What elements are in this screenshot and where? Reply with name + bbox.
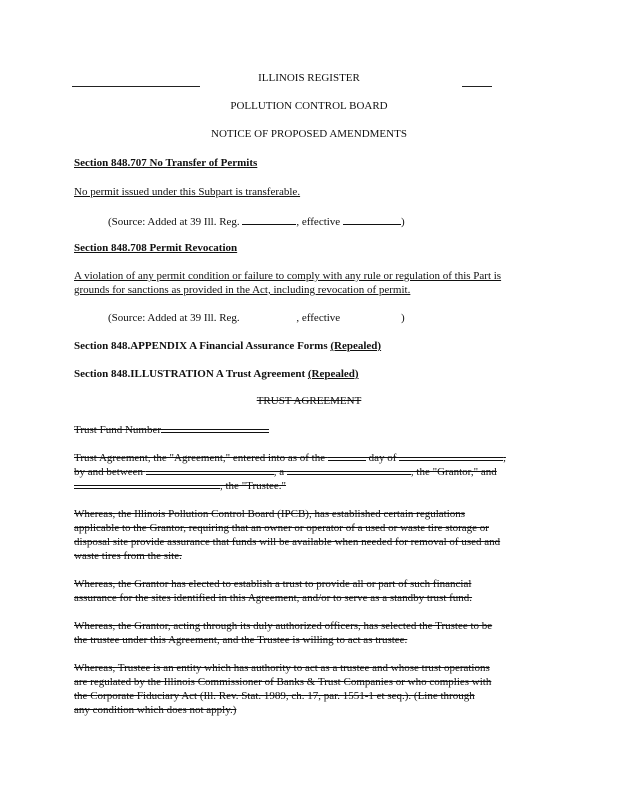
section-708-body-line: A violation of any permit condition or failure to comply with any rule or regulation of this Part is (74, 270, 502, 282)
board-title: POLLUTION CONTROL BOARD (230, 100, 388, 112)
whereas-line: waste tires from the site. (74, 550, 182, 562)
intro-text: , the "Trustee." (220, 480, 287, 492)
intro-text: , the "Grantor," and (410, 466, 497, 478)
whereas-line: the Corporate Fiduciary Act (Ill. Rev. Stat. 1989, ch. 17, par. 1551-1 et seq.). (Line through (74, 690, 475, 702)
intro-text: day of (365, 452, 400, 464)
whereas-line: are regulated by the Illinois Commissioner of Banks & Trust Companies or who complies with (74, 676, 492, 688)
illustration-a-title: Section 848.ILLUSTRATION A Trust Agreement (74, 368, 306, 380)
source-end: ) (400, 312, 405, 324)
whereas-line: the trustee under this Agreement, and the Trustee is willing to act as trustee. (74, 634, 408, 646)
trust-fund-blank (161, 426, 269, 433)
whereas-line: disposal site provide assurance that funds will be available when needed for removal of used and (74, 536, 501, 548)
section-707-heading: Section 848.707 No Transfer of Permits (74, 157, 258, 169)
header-left-rule (72, 86, 200, 87)
source-prefix: (Source: Added at 39 Ill. Reg. (108, 216, 243, 228)
whereas-line: Whereas, the Grantor, acting through its duly authorized officers, has selected the Trustee to be (74, 620, 493, 632)
source-end: ) (400, 216, 405, 228)
whereas-line: Whereas, the Grantor has elected to establish a trust to provide all or part of such financial (74, 578, 472, 590)
trust-agreement-title: TRUST AGREEMENT (256, 395, 362, 407)
source-effective: , effective (296, 312, 343, 324)
illustration-a-repealed: (Repealed) (307, 368, 359, 380)
trust-fund-label: Trust Fund Number (74, 424, 161, 436)
section-707-body: No permit issued under this Subpart is transferable. (74, 186, 301, 198)
source-prefix: (Source: Added at 39 Ill. Reg. (108, 312, 243, 324)
notice-title: NOTICE OF PROPOSED AMENDMENTS (211, 128, 407, 140)
whereas-line: Whereas, the Illinois Pollution Control Board (IPCB), has established certain regulations (74, 508, 466, 520)
trustee-blank (74, 482, 220, 489)
whereas-line: any condition which does not apply.) (74, 704, 237, 716)
intro-text: Trust Agreement, the "Agreement," entered into as of the (74, 452, 328, 464)
appendix-a-repealed: (Repealed) (330, 340, 382, 352)
trust-fund-number (74, 424, 269, 437)
intro-text: , (503, 452, 506, 464)
intro-text: , a (273, 466, 287, 478)
illustration-a-heading (74, 368, 359, 381)
effective-blank (343, 214, 401, 225)
section-707-source (108, 214, 405, 229)
intro-text: by and between (74, 466, 146, 478)
register-blank (242, 214, 296, 225)
whereas-line: applicable to the Grantor, requiring that an owner or operator of a used or waste tire storage or (74, 522, 489, 534)
header-right-rule (462, 86, 492, 87)
source-effective: , effective (296, 216, 343, 228)
trust-intro-line (74, 480, 286, 493)
section-708-heading: Section 848.708 Permit Revocation (74, 242, 238, 254)
appendix-a-title: Section 848.APPENDIX A Financial Assurance Forms (74, 340, 328, 352)
trust-intro-line (74, 452, 506, 465)
section-708-body-line: grounds for sanctions as provided in the Act, including revocation of permit. (74, 284, 411, 296)
whereas-line: Whereas, Trustee is an entity which has authority to act as a trustee and whose trust operations (74, 662, 490, 674)
trust-intro-line (74, 466, 497, 479)
section-708-source (108, 312, 405, 325)
day-blank (328, 454, 366, 461)
entity-blank (287, 468, 411, 475)
appendix-a-heading (74, 340, 381, 353)
month-blank (399, 454, 503, 461)
grantor-blank (146, 468, 274, 475)
whereas-line: assurance for the sites identified in this Agreement, and/or to serve as a standby trust fund. (74, 592, 473, 604)
register-title: ILLINOIS REGISTER (258, 72, 360, 84)
